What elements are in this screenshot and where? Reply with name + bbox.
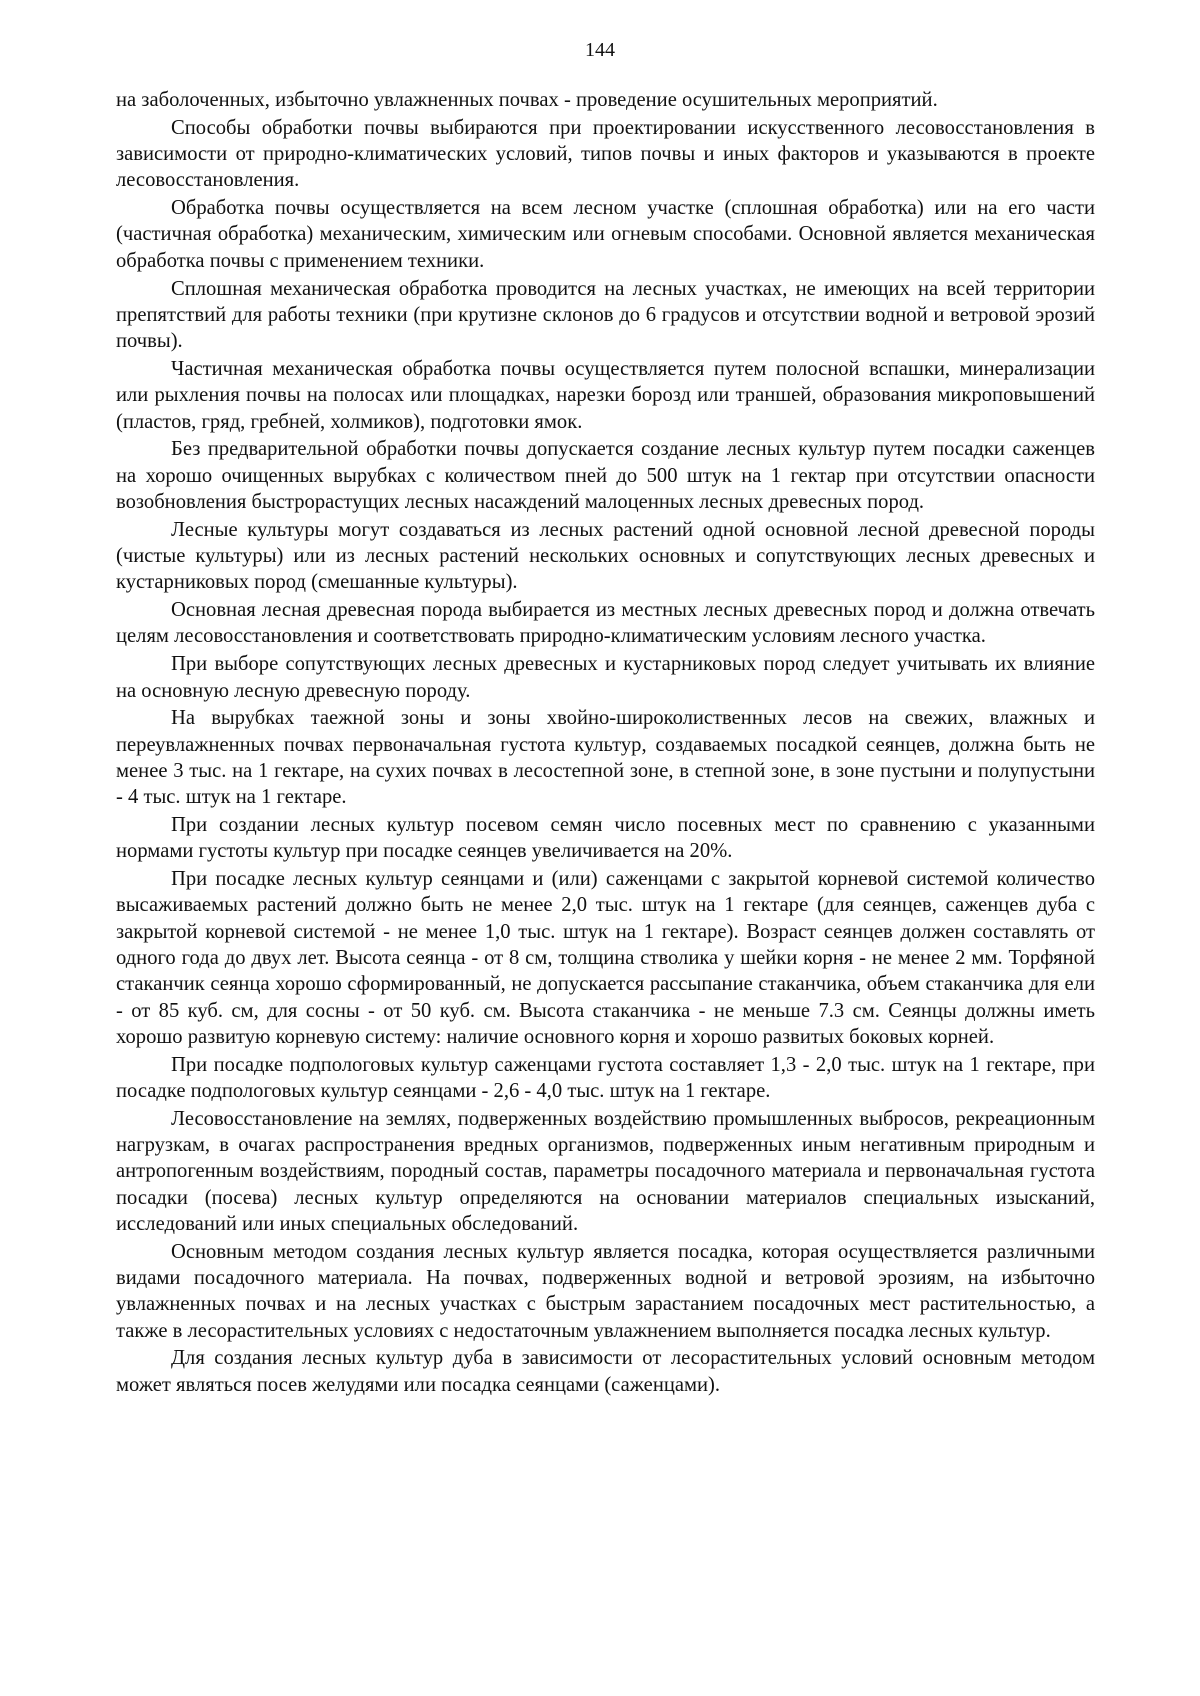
paragraph-initial-density: На вырубках таежной зоны и зоны хвойно-широколиственных лесов на свежих, влажных и переувлажненных почвах первоначальная густота культур, создаваемых посадкой сеянцев, должна быть не менее 3 тыс. на 1 гектаре, на сухих почвах в лесостепной зоне, в степной зоне, в зоне пустыни и полупустыни - 4 тыс. штук на 1 гектаре. [116, 707, 1095, 809]
paragraph-oak-cultures: Для создания лесных культур дуба в зависимости от лесорастительных условий основным методом может являться посев желудями или посадка сеянцами (саженцами). [116, 1347, 1095, 1396]
paragraph-companion-species: При выборе сопутствующих лесных древесных и кустарниковых пород следует учитывать их влияние на основную лесную древесную породу. [116, 653, 1095, 702]
paragraph-undercanopy-cultures: При посадке подпологовых культур саженцами густота составляет 1,3 - 2,0 тыс. штук на 1 гектаре, при посадке подпологовых культур сеянцами - 2,6 - 4,0 тыс. штук на 1 гектаре. [116, 1053, 1095, 1102]
paragraph-no-pretreatment: Без предварительной обработки почвы допускается создание лесных культур путем посадки саженцев на хорошо очищенных вырубках с количеством пней до 500 штук на 1 гектар при отсутствии опасности возобновления быстрорастущих лесных насаждений малоценных лесных древесных пород. [116, 438, 1095, 513]
paragraph-sowing-increase: При создании лесных культур посевом семян число посевных мест по сравнению с указанными нормами густоты культур при посадке сеянцев увеличивается на 20%. [116, 814, 1095, 863]
paragraph-forest-cultures: Лесные культуры могут создаваться из лесных растений одной основной лесной древесной породы (чистые культуры) или из лесных растений нескольких основных и сопутствующих лесных древесных и кустарниковых пород (смешанные культуры). [116, 518, 1095, 594]
paragraph-soil-treatment: Обработка почвы осуществляется на всем лесном участке (сплошная обработка) или на его части (частичная обработка) механическим, химическим или огневым способами. Основной является механическая обработка почвы с применением техники. [116, 197, 1095, 272]
paragraph-continuation: на заболоченных, избыточно увлажненных почвах - проведение осушительных мероприятий. [116, 89, 938, 111]
paragraph-planting-method: Основным методом создания лесных культур является посадка, которая осуществляется различными видами посадочного материала. На почвах, подверженных водной и ветровой эрозиям, на избыточно увлажненных почвах и на лесных участках с быстрым зарастанием посадочных мест растительностью, а также в лесорастительных условиях с недостаточным увлажнением выполняется посадка лесных культур. [116, 1240, 1095, 1342]
document-body [116, 87, 1095, 1400]
paragraph-continuous-treatment: Сплошная механическая обработка проводится на лесных участках, не имеющих на всей территории препятствий для работы техники (при крутизне склонов до 6 градусов и отсутствии водной и ветровой эрозий почвы). [116, 277, 1095, 353]
paragraph-special-surveys: Лесовосстановление на землях, подверженных воздействию промышленных выбросов, рекреационным нагрузкам, в очагах распространения вредных организмов, подверженных иным негативным природным и антропогенным воздействиям, породный состав, параметры посадочного материала и первоначальная густота посадки (посева) лесных культур определяются на основании материалов специальных изысканий, исследований или иных специальных обследований. [116, 1107, 1095, 1235]
paragraph-partial-treatment: Частичная механическая обработка почвы осуществляется путем полосной вспашки, минерализации или рыхления почвы на полосах или площадках, нарезки борозд или траншей, образования микроповышений (пластов, гряд, гребней, холмиков), подготовки ямок. [116, 357, 1095, 433]
page-number: 144 [585, 39, 615, 61]
paragraph-soil-methods: Способы обработки почвы выбираются при проектировании искусственного лесовосстановления в зависимости от природно-климатических условий, типов почвы и иных факторов и указываются в проекте лесовосстановления. [116, 116, 1095, 192]
paragraph-closed-root-seedlings: При посадке лесных культур сеянцами и (или) саженцами с закрытой корневой системой количество высаживаемых растений должно быть не менее 2,0 тыс. штук на 1 гектаре (для сеянцев, саженцев дуба с закрытой корневой системой - не менее 1,0 тыс. штук на 1 гектаре). Возраст сеянцев должен составлять от одного года до двух лет. Высота сеянца - от 8 см, толщина стволика у шейки корня - не менее 2 мм. Торфяной стаканчик сеянца хорошо сформированный, не допускается рассыпание стаканчика, объем стаканчика для ели - от 85 куб. см, для сосны - от 50 куб. см. Высота стаканчика - не меньше 7.3 см. Сеянцы должны иметь хорошо развитую корневую систему: наличие основного корня и хорошо развитых боковых корней. [116, 868, 1095, 1048]
paragraph-main-species: Основная лесная древесная порода выбирается из местных лесных древесных пород и должна отвечать целям лесовосстановления и соответствовать природно-климатическим условиям лесного участка. [116, 599, 1095, 648]
